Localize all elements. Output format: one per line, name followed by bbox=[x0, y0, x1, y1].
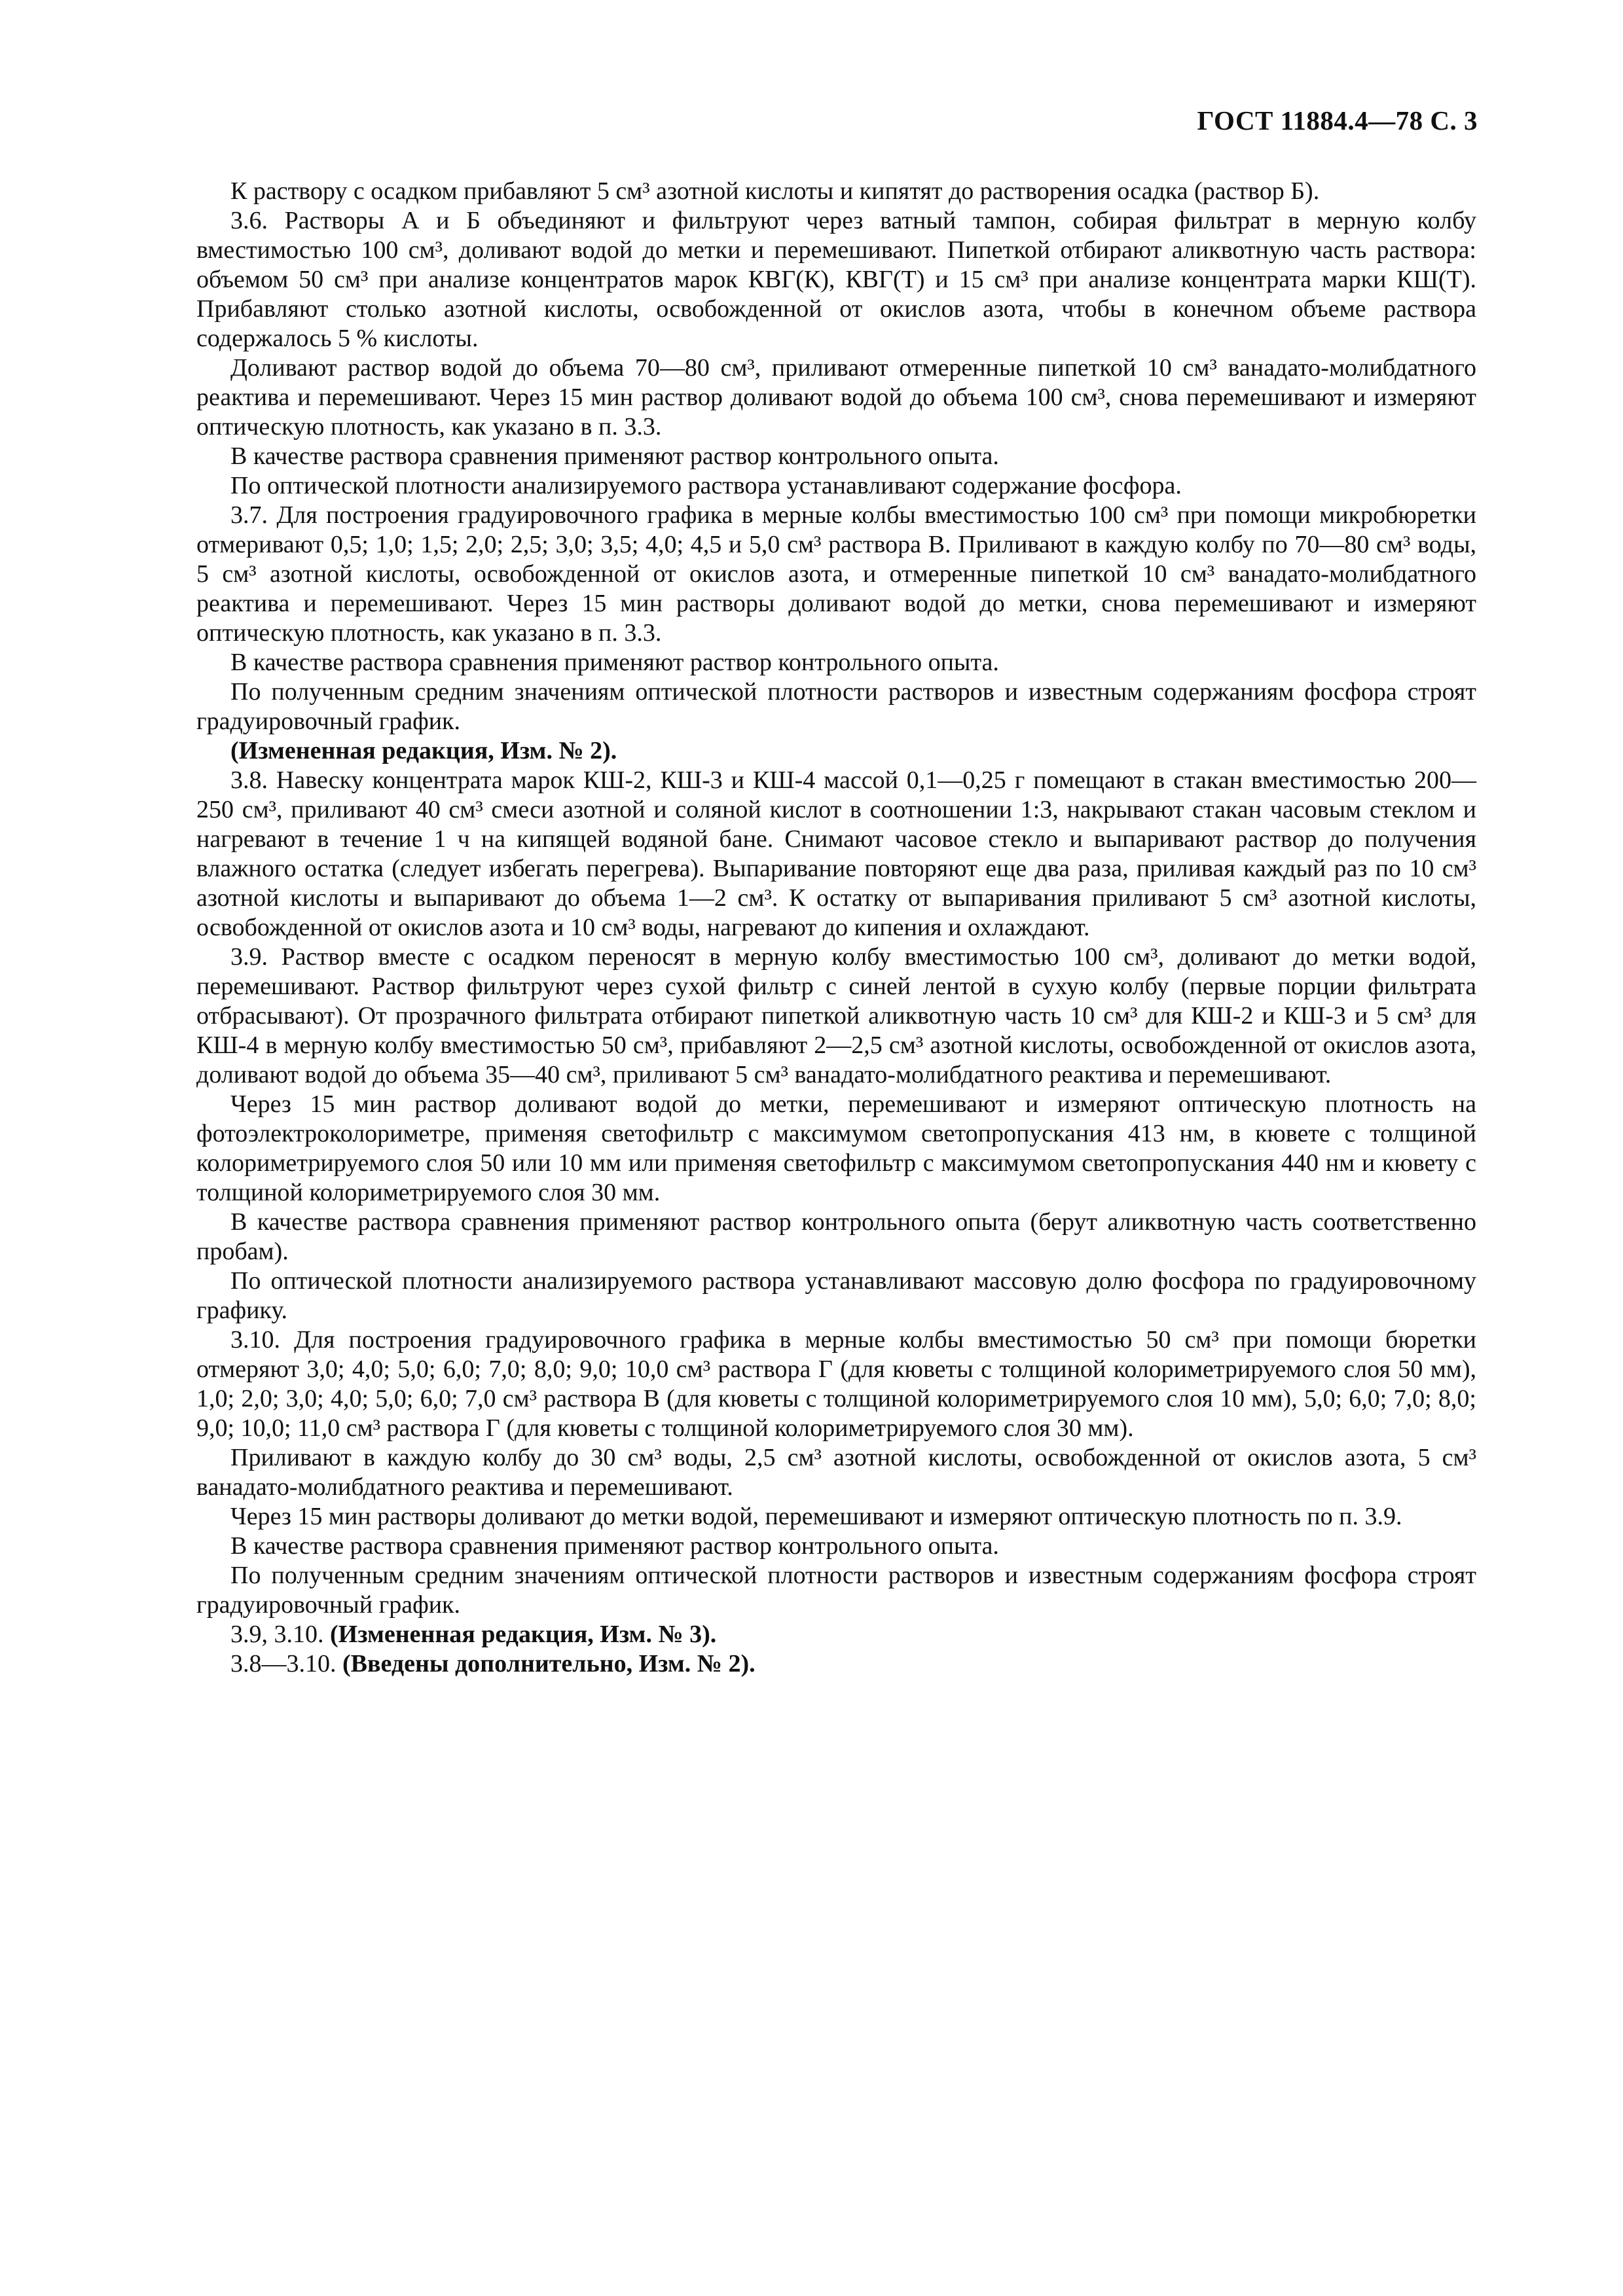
paragraph: 3.7. Для построения градуировочного графика в мерные колбы вместимостью 100 см³ при помощи микробюретки отмеривают 0,5; 1,0; 1,5; 2,0; 2,5; 3,0; 3,5; 4,0; 4,5 и 5,0 см³ раствора В. Приливают в каждую колбу по 70—80 см³ воды, 5 см³ азотной кислоты, освобожденной от окислов азота, и отмеренные пипеткой 10 см³ ванадато-молибдатного реактива и перемешивают. Через 15 мин растворы доливают водой до метки, снова перемешивают и измеряют оптическую плотность, как указано в п. 3.3. bbox=[196, 501, 1476, 647]
paragraph: В качестве раствора сравнения применяют раствор контрольного опыта (берут аликвотную часть соответственно пробам). bbox=[196, 1208, 1476, 1265]
paragraph: Доливают раствор водой до объема 70—80 см³, приливают отмеренные пипеткой 10 см³ ванадато-молибдатного реактива и перемешивают. Через 15 мин раствор доливают водой до объема 100 см³, снова перемешивают и измеряют оптическую плотность, как указано в п. 3.3. bbox=[196, 354, 1476, 440]
paragraph: По оптической плотности анализируемого раствора устанавливают содержание фосфора. bbox=[230, 472, 1182, 499]
paragraph: Через 15 мин растворы доливают до метки водой, перемешивают и измеряют оптическую плотность по п. 3.9. bbox=[230, 1503, 1402, 1530]
paragraph: Через 15 мин раствор доливают водой до метки, перемешивают и измеряют оптическую плотность на фотоэлектроколориметре, применяя светофильтр с максимумом светопропускания 413 нм, в кювете с толщиной колориметрируемого слоя 50 или 10 мм или применяя светофильтр с максимумом светопропускания 440 нм и кювету с толщиной колориметрируемого слоя 30 мм. bbox=[196, 1090, 1476, 1206]
paragraph: К раствору с осадком прибавляют 5 см³ азотной кислоты и кипятят до растворения осадка (раствор Б). bbox=[230, 177, 1320, 205]
document-body bbox=[196, 177, 1476, 1679]
paragraph: В качестве раствора сравнения применяют раствор контрольного опыта. bbox=[230, 1532, 999, 1560]
paragraph: 3.6. Растворы А и Б объединяют и фильтруют через ватный тампон, собирая фильтрат в мерную колбу вместимостью 100 см³, доливают водой до метки и перемешивают. Пипеткой отбирают аликвотную часть раствора: объемом 50 см³ при анализе концентратов марок КВГ(К), КВГ(Т) и 15 см³ при анализе концентрата марки КШ(Т). Прибавляют столько азотной кислоты, освобожденной от окислов азота, чтобы в конечном объеме раствора содержалось 5 % кислоты. bbox=[196, 207, 1476, 352]
page-header: ГОСТ 11884.4—78 С. 3 bbox=[1197, 105, 1478, 135]
paragraph: 3.8. Навеску концентрата марок КШ-2, КШ-3 и КШ-4 массой 0,1—0,25 г помещают в стакан вместимостью 200—250 см³, приливают 40 см³ смеси азотной и соляной кислот в соотношении 1:3, накрывают стакан часовым стеклом и нагревают в течение 1 ч на кипящей водяной бане. Снимают часовое стекло и выпаривают раствор до получения влажного остатка (следует избегать перегрева). Выпаривание повторяют еще два раза, приливая каждый раз по 10 см³ азотной кислоты и выпаривают до объема 1—2 см³. К остатку от выпаривания приливают 5 см³ азотной кислоты, освобожденной от окислов азота и 10 см³ воды, нагревают до кипения и охлаждают. bbox=[196, 766, 1476, 941]
paragraph: В качестве раствора сравнения применяют раствор контрольного опыта. bbox=[230, 442, 999, 470]
paragraph: 3.9. Раствор вместе с осадком переносят в мерную колбу вместимостью 100 см³, доливают до метки водой, перемешивают. Раствор фильтруют через сухой фильтр с синей лентой в сухую колбу (первые порции фильтрата отбрасывают). От прозрачного фильтрата отбирают пипеткой аликвотную часть 10 см³ для КШ-2 и КШ-3 и 5 см³ для КШ-4 в мерную колбу вместимостью 50 см³, прибавляют 2—2,5 см³ азотной кислоты, освобожденной от окислов азота, доливают водой до объема 35—40 см³, приливают 5 см³ ванадато-молибдатного реактива и перемешивают. bbox=[196, 943, 1476, 1088]
paragraph: По полученным средним значениям оптической плотности растворов и известным содержаниям фосфора строят градуировочный график. bbox=[196, 678, 1476, 735]
paragraph: По оптической плотности анализируемого раствора устанавливают массовую долю фосфора по градуировочному графику. bbox=[196, 1267, 1476, 1324]
paragraph: Приливают в каждую колбу до 30 см³ воды, 2,5 см³ азотной кислоты, освобожденной от окислов азота, 5 см³ ванадато-молибдатного реактива и перемешивают. bbox=[196, 1444, 1476, 1501]
paragraph: 3.10. Для построения градуировочного графика в мерные колбы вместимостью 50 см³ при помощи бюретки отмеряют 3,0; 4,0; 5,0; 6,0; 7,0; 8,0; 9,0; 10,0 см³ раствора Г (для кюветы с толщиной колориметрируемого слоя 50 мм), 1,0; 2,0; 3,0; 4,0; 5,0; 6,0; 7,0 см³ раствора В (для кюветы с толщиной колориметрируемого слоя 10 мм), 5,0; 6,0; 7,0; 8,0; 9,0; 10,0; 11,0 см³ раствора Г (для кюветы с толщиной колориметрируемого слоя 30 мм). bbox=[196, 1326, 1476, 1442]
paragraph: В качестве раствора сравнения применяют раствор контрольного опыта. bbox=[230, 649, 999, 676]
amendment-note: 3.8—3.10. (Введены дополнительно, Изм. № 2). bbox=[230, 1650, 756, 1677]
amendment-note: 3.9, 3.10. (Измененная редакция, Изм. № 3). bbox=[230, 1621, 717, 1648]
amendment-note: (Измененная редакция, Изм. № 2). bbox=[230, 737, 617, 764]
paragraph: По полученным средним значениям оптической плотности растворов и известным содержаниям фосфора строят градуировочный график. bbox=[196, 1562, 1476, 1619]
